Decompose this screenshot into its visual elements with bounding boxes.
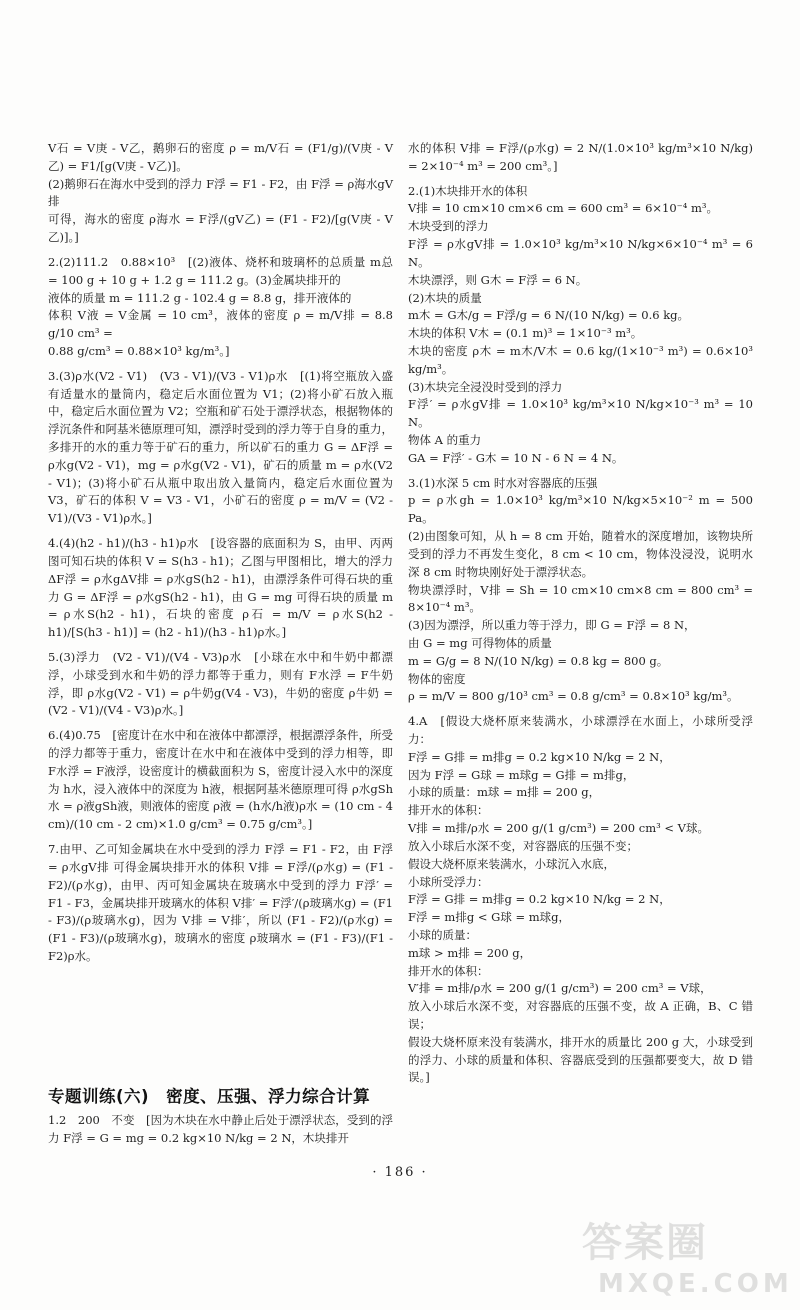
answer-block-2-right [408, 183, 753, 468]
text-line: (3)木块完全浸没时受到的浮力 [408, 379, 563, 394]
text-line: 假设大烧杯原来没有装满水，排开水的质量比 200 g 大，小球受到的浮力、小球的质量和体积、容器底受到的压强都要变大，故 D 错误。] [408, 1034, 753, 1085]
text-line: 木块受到的浮力 [408, 219, 489, 234]
answer-block-1-cont [48, 140, 393, 247]
answer-block-5 [48, 649, 393, 720]
text-line: (2)木块的质量 [408, 290, 482, 305]
text-line: F浮 = G排 = m排g = 0.2 kg×10 N/kg = 2 N， [408, 892, 671, 907]
text-line: 由 G = mg 可得物体的质量 [408, 635, 552, 650]
text-line: m球 > m排 = 200 g， [408, 945, 532, 960]
watermark-sub: MXQE.COM [598, 1269, 793, 1299]
watermark-text: 答案圈 [582, 1220, 708, 1266]
section-title: 专题训练(六) 密度、压强、浮力综合计算 [48, 1087, 371, 1106]
text-line: 4.(4)(h2 - h1)/(h3 - h1)ρ水 [设容器的底面积为 S，由甲、丙两图可知石块的体积 V = S(h3 - h1)；乙图与甲图相比，增大的浮力 ΔF浮 = ρ水gΔV排 = ρ水gS(h2 - h1)，由漂浮条件可得石块的重力 G = ΔF浮 = ρ水gS(h2 - h1)，由 G = mg 可得石块的质量 m = ρ水S(h2 - h1)，石块的密度 ρ石 = m/V = ρ水S(h2 - h1)/[S(h3 - h1)] = (h2 - h1)/(h3 - h1)ρ水。] [48, 536, 393, 640]
right-column [408, 140, 753, 1094]
text-line: 水的体积 V排 = F浮/(ρ水g) = 2 N/(1.0×10³ kg/m³×10 N/kg) = 2×10⁻⁴ m³ = 200 cm³。] [408, 141, 753, 173]
text-line: 物体的密度 [408, 671, 466, 686]
text-line: 0.88 g/cm³ = 0.88×10³ kg/m³。] [48, 343, 230, 358]
answer-block-3 [48, 368, 393, 528]
text-line: 体积 V液 = V金属 = 10 cm³，液体的密度 ρ = m/V排 = 8.8 g/10 cm³ = [48, 308, 393, 341]
text-line: 2.(2)111.2 0.88×10³ [(2)液体、烧杯和玻璃杯的总质量 m总 = 100 g + 10 g + 1.2 g = 111.2 g。(3)金属块排开的 [48, 254, 393, 287]
text-line: 2.(1)木块排开水的体积 [408, 183, 528, 198]
text-line: 液体的质量 m = 111.2 g - 102.4 g = 8.8 g，排开液体的 [48, 290, 352, 305]
text-line: 7.由甲、乙可知金属块在水中受到的浮力 F浮 = F1 - F2，由 F浮 = ρ水gV排 可得金属块排开水的体积 V排 = F浮/(ρ水g) = (F1 - F2)/(ρ水g)，由甲、丙可知金属块在玻璃水中受到的浮力 F浮′ = F1 - F3，金属块排开玻璃水的体积 V排′ = F浮′/(ρ玻璃水g) = (F1 - F3)/(ρ玻璃水g)，因为 V排 = V排′，所以 (F1 - F2)/(ρ水g) = (F1 - F3)/(ρ玻璃水g)，玻璃水的密度 ρ玻璃水 = (F1 - F3)/(F1 - F2)ρ水。 [48, 842, 393, 963]
text-line: (2)鹅卵石在海水中受到的浮力 F浮 = F1 - F2，由 F浮 = ρ海水gV排 [48, 176, 393, 209]
section-answer-1 [48, 1112, 393, 1148]
answer-block-1-cont-right [408, 140, 753, 176]
left-column [48, 140, 393, 973]
text-line: 4.A [假设大烧杯原来装满水，小球漂浮在水面上，小球所受浮力： [408, 714, 753, 746]
text-line: m = G/g = 8 N/(10 N/kg) = 0.8 kg = 800 g。 [408, 653, 669, 668]
text-line: F浮 = m排g < G球 = m球g， [408, 910, 571, 925]
text-line: 6.(4)0.75 [密度计在水中和在液体中都漂浮，根据漂浮条件，所受的浮力都等于重力，密度计在水中和在液体中受到的浮力相等，即 F水浮 = F液浮，设密度计的横截面积为 S，密度计浸入水中的深度为 h水，浸入液体中的深度为 h液，根据阿基米德原理可得 ρ水gSh水 = ρ液gSh液，则液体的密度 ρ液 = (h水/h液)ρ水 = (10 cm - 4 cm)/(10 cm - 2 cm)×1.0 g/cm³ = 0.75 g/cm³。] [48, 728, 393, 832]
text-line: 放入小球后水深不变，对容器底的压强不变； [408, 838, 638, 853]
text-line: 1.2 200 不变 [因为木块在水中静止后处于漂浮状态，受到的浮力 F浮 = G = mg = 0.2 kg×10 N/kg = 2 N，木块排开 [48, 1113, 393, 1145]
text-line: 5.(3)浮力 (V2 - V1)/(V4 - V3)ρ水 [小球在水中和牛奶中都漂浮，小球受到水和牛奶的浮力都等于重力，则有 F水浮 = F牛奶浮，即 ρ水g(V2 - V1) = ρ牛奶g(V4 - V3)，牛奶的密度 ρ牛奶 = (V2 - V1)/(V4 - V3)ρ水。] [48, 649, 393, 718]
text-line: V排 = 10 cm×10 cm×6 cm = 600 cm³ = 6×10⁻⁴ m³。 [408, 201, 718, 216]
text-line: 假设大烧杯原来装满水，小球沉入水底， [408, 856, 615, 871]
text-line: 物块漂浮时，V排 = Sh = 10 cm×10 cm×8 cm = 800 cm³ = 8×10⁻⁴ m³。 [408, 582, 753, 615]
page-number: · 186 · [372, 1165, 428, 1180]
text-line: 因为 F浮 = G球 = m球g = G排 = m排g， [408, 767, 635, 782]
text-line: (3)因为漂浮，所以重力等于浮力，即 G = F浮 = 8 N， [408, 618, 696, 633]
text-line: m木 = G木/g = F浮/g = 6 N/(10 N/kg) = 0.6 kg。 [408, 308, 690, 323]
text-line: ρ = m/V = 800 g/10³ cm³ = 0.8 g/cm³ = 0.8×10³ kg/m³。 [408, 689, 739, 704]
text-line: 3.(1)水深 5 cm 时水对容器底的压强 [408, 475, 598, 490]
text-line: 3.(3)ρ水(V2 - V1) (V3 - V1)/(V3 - V1)ρ水 [(1)将空瓶放入盛有适量水的量筒内，稳定后水面位置为 V1；(2)将小矿石放入瓶中，稳定后水面位置为 V2；空瓶和矿石处于漂浮状态，根据物体的浮沉条件和阿基米德原理可知，漂浮时受到的浮力等于自身的重力，多排开的水的重力等于矿石的重力，所以矿石的重力 G = ΔF浮 = ρ水g(V2 - V1)，mg = ρ水g(V2 - V1)，矿石的质量 m = ρ水(V2 - V1)；(3)将小矿石从瓶中取出放入量筒内，稳定后水面位置为 V3，矿石的体积 V = V3 - V1，小矿石的密度 ρ = m/V = (V2 - V1)/(V3 - V1)ρ水。] [48, 368, 393, 526]
text-line: 可得，海水的密度 ρ海水 = F浮/(gV乙) = (F1 - F2)/[g(V庚 - V乙)]。] [48, 212, 393, 245]
text-line: 物体 A 的重力 [408, 433, 482, 447]
text-line: GA = F浮′ - G木 = 10 N - 6 N = 4 N。 [408, 450, 624, 465]
text-line: V′排 = m排/ρ水 = 200 g/(1 g/cm³) = 200 cm³ = V球， [408, 981, 712, 996]
text-line: F浮 = G排 = m排g = 0.2 kg×10 N/kg = 2 N， [408, 749, 671, 764]
text-line: (2)由图象可知，从 h = 8 cm 开始，随着水的深度增加，该物块所受到的浮力不再发生变化，8 cm < 10 cm，物体没浸没，说明水深 8 cm 时物块刚好处于漂浮状态。 [408, 529, 753, 579]
text-line: 木块漂浮，则 G木 = F浮 = 6 N。 [408, 272, 588, 287]
text-line: F浮 = ρ水gV排 = 1.0×10³ kg/m³×10 N/kg×6×10⁻⁴ m³ = 6 N。 [408, 237, 753, 269]
text-line: 木块的体积 V木 = (0.1 m)³ = 1×10⁻³ m³。 [408, 326, 643, 341]
text-line: 小球的质量：m球 = m排 = 200 g， [408, 785, 601, 800]
answer-block-7 [48, 841, 393, 966]
text-line: V排 = m排/ρ水 = 200 g/(1 g/cm³) = 200 cm³ < V球。 [408, 821, 709, 836]
answer-block-3-right [408, 475, 753, 707]
text-line: F浮′ = ρ水gV排 = 1.0×10³ kg/m³×10 N/kg×10⁻³ m³ = 10 N。 [408, 397, 753, 430]
text-line: 放入小球后水深不变，对容器底的压强不变，故 A 正确，B、C 错误； [408, 999, 753, 1031]
text-line: 排开水的体积： [408, 803, 489, 818]
text-line: V石 = V庚 - V乙，鹅卵石的密度 ρ = m/V石 = (F1/g)/(V庚 - V乙) = F1/[g(V庚 - V乙)]。 [48, 141, 393, 173]
answer-block-4 [48, 535, 393, 642]
answer-block-2 [48, 254, 393, 361]
text-line: 木块的密度 ρ木 = m木/V木 = 0.6 kg/(1×10⁻³ m³) = 0.6×10³ kg/m³。 [408, 343, 753, 376]
answer-block-4-right [408, 713, 753, 1087]
text-line: p = ρ水gh = 1.0×10³ kg/m³×10 N/kg×5×10⁻² m = 500 Pa。 [408, 493, 753, 526]
text-line: 排开水的体积： [408, 963, 489, 978]
watermark-logo [582, 1212, 793, 1302]
text-line: 小球所受浮力： [408, 874, 489, 889]
answer-block-6 [48, 727, 393, 834]
text-line: 小球的质量： [408, 927, 477, 942]
